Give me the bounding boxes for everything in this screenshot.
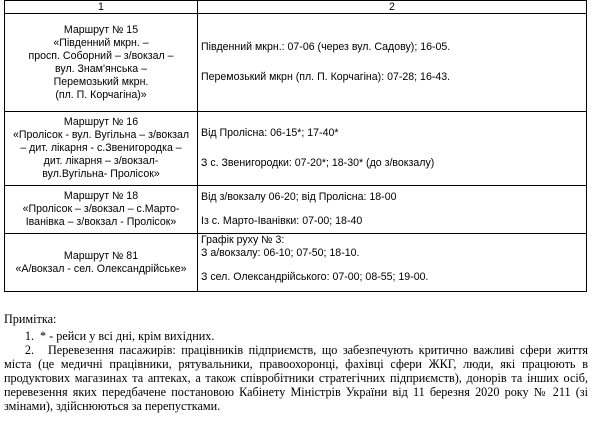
- schedule-line: З а/вокзалу: 06-10; 07-50; 18-10.: [201, 247, 360, 259]
- schedule-line: З сел. Олександрійського: 07-00; 08-55; 19-00.: [201, 271, 429, 283]
- route-name-line: «Пролісок – з/вокзал – с.Марто-: [22, 203, 180, 215]
- notes-section: [4, 312, 588, 413]
- schedule-line: Графік руху № 3:: [201, 234, 285, 246]
- table-header-row: [5, 1, 587, 14]
- table-row: [5, 186, 587, 234]
- route-title: Маршрут № 81: [63, 249, 139, 262]
- schedule-line: З с. Звенигородки: 07-20*; 18-30* (до з/вокзалу): [201, 157, 435, 169]
- route-schedule-cell: [198, 14, 587, 112]
- note-number: 1.: [24, 329, 34, 343]
- route-name-cell: [5, 234, 198, 292]
- route-name-cell: [5, 186, 198, 234]
- column-header-2-label: 2: [389, 0, 395, 13]
- routes-table: [4, 0, 587, 292]
- table-row: [5, 234, 587, 292]
- route-name-line: Іванівка – з/вокзал - Пролісок»: [25, 216, 177, 228]
- route-name-line: (пл. П. Корчагіна)»: [55, 88, 147, 101]
- table-row: [5, 112, 587, 186]
- route-name-line: «Південний мкрн. –: [53, 36, 149, 49]
- notes-title: Примітка:: [4, 312, 57, 326]
- route-name-line: «Пролісок - вул. Вугільна – з/вокзал: [12, 129, 190, 141]
- column-header-2: [198, 1, 587, 14]
- note-item: [4, 329, 588, 343]
- route-schedule-cell: [198, 186, 587, 234]
- note-number: 2.: [24, 343, 34, 357]
- route-name-line: вул.Вугільна- Пролісок»: [42, 168, 160, 180]
- route-name-line: – дит. лікарня - с.Звенигородка –: [20, 142, 182, 154]
- note-item: [4, 343, 588, 413]
- route-title: Маршрут № 18: [63, 190, 139, 202]
- column-header-1: 1: [5, 1, 198, 14]
- route-name-cell: [5, 14, 198, 112]
- route-title: Маршрут № 15: [63, 23, 139, 36]
- route-title: Маршрут № 16: [63, 116, 139, 128]
- route-schedule-cell: [198, 112, 587, 186]
- schedule-line: Із с. Марто-Іванівки: 07-00; 18-40: [201, 215, 363, 227]
- route-name-line: «А/вокзал - сел. Олександрійське»: [15, 262, 187, 275]
- schedule-line: Від з/вокзалу 06-20; від Пролісна: 18-00: [201, 191, 397, 203]
- route-name-line: просп. Соборний – з/вокзал –: [28, 49, 174, 62]
- schedule-line: Південний мкрн.: 07-06 (через вул. Садову); 16-05.: [201, 41, 451, 53]
- route-name-line: Перемозький мкрн.: [53, 75, 149, 88]
- route-schedule-cell: [198, 234, 587, 292]
- note-text: Перевезення пасажирів: працівників підприємств, що забезпечують критично важливі сфери життя міста (це медичні працівники, рятувальники, правоохоронці, фахівці сфери ЖКГ, люди, які працюють в продуктових магазинах та аптеках, а також співробітники стратегічних підприємств), донорів та інших осіб, перевезення яких передбачене постановою Кабінету Міністрів України від 11 березня 2020 року № 211 (зі змінами), здійснюються за перепустками.: [4, 343, 588, 413]
- schedule-line: Перемозький мкрн (пл. П. Корчагіна): 07-28; 16-43.: [201, 71, 451, 83]
- schedule-line: Від Пролісна: 06-15*; 17-40*: [201, 127, 339, 139]
- note-text: * - рейси у всі дні, крім вихідних.: [40, 329, 215, 343]
- route-name-line: вул. Знам'янська –: [55, 62, 147, 75]
- table-row: [5, 14, 587, 112]
- route-name-cell: [5, 112, 198, 186]
- route-name-line: дит. лікарня – з/вокзал-: [43, 155, 159, 167]
